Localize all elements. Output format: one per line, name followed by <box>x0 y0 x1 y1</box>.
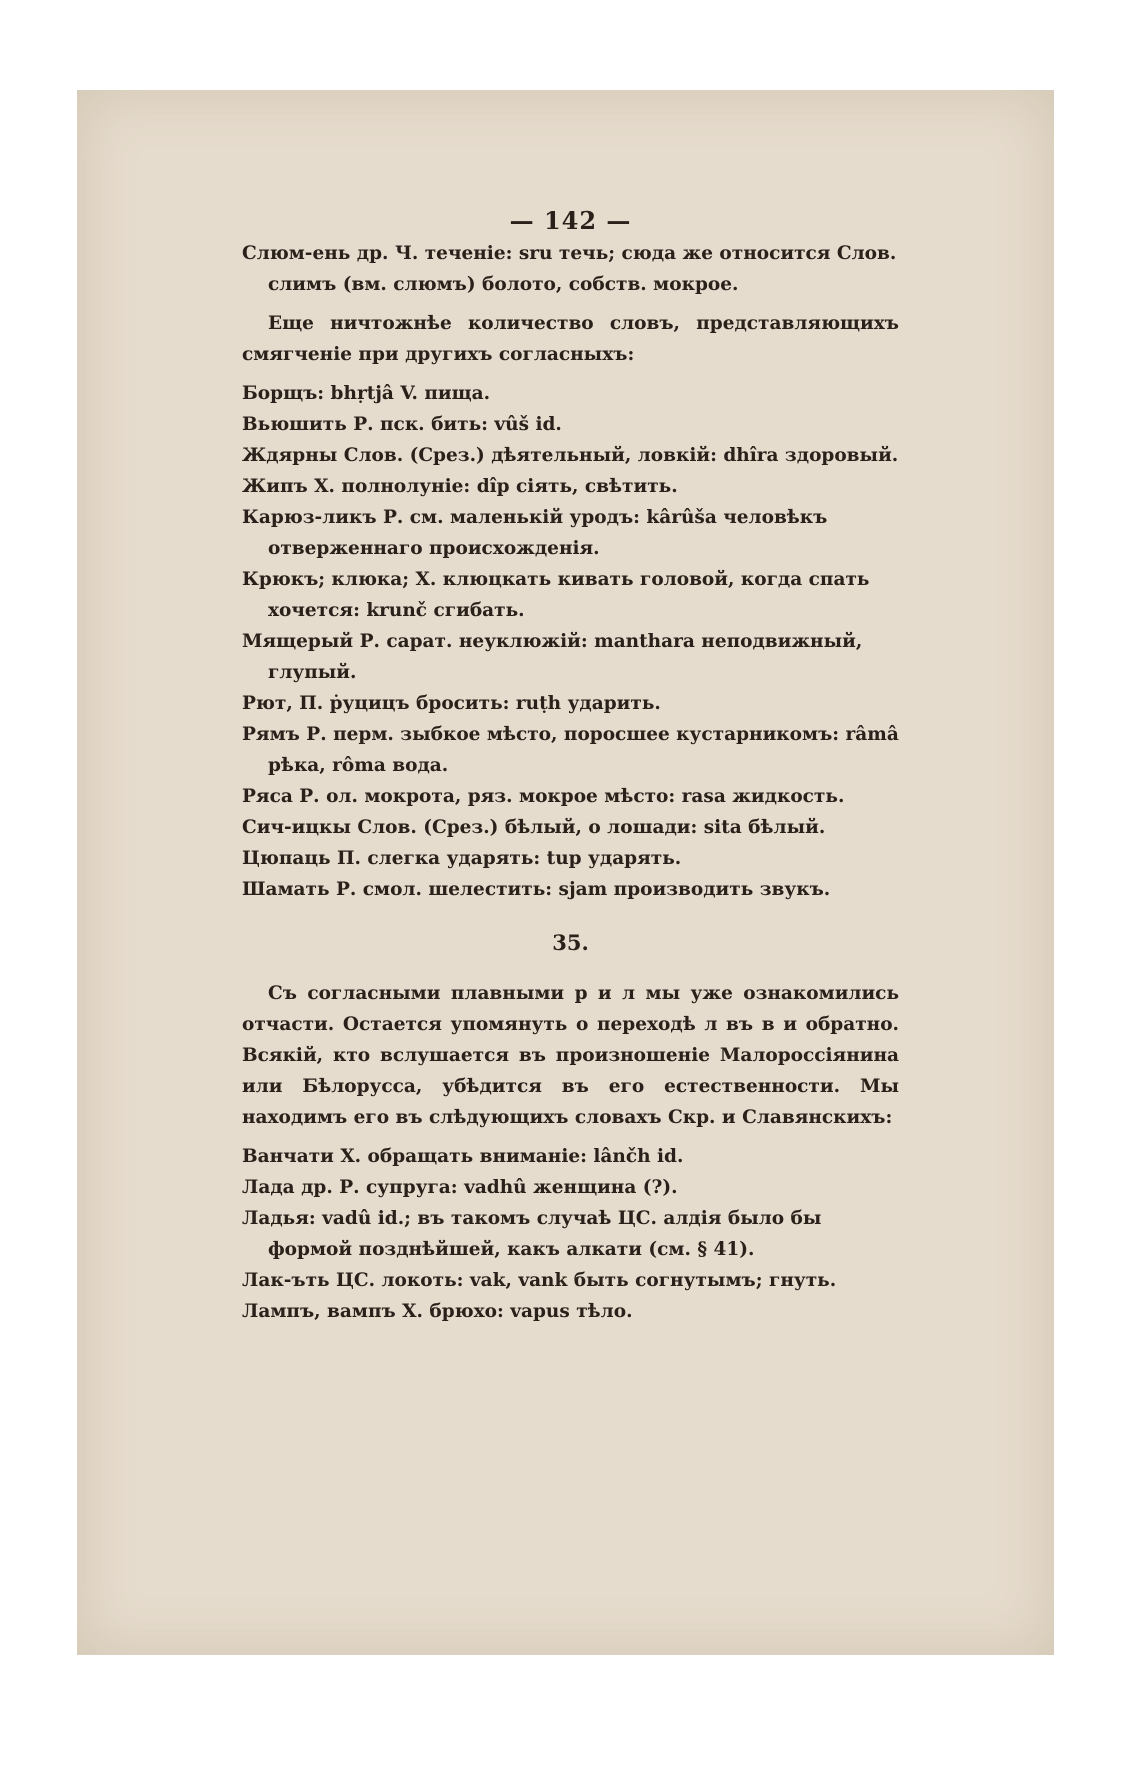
entry: Карюз-ликъ Р. см. маленькій уродъ: kârûša человѣкъ отверженнаго происхожденія. <box>242 507 828 559</box>
entry-group-3 <box>242 1141 899 1327</box>
paragraph-section-35: Съ согласными плавными р и л мы уже ознакомились отчасти. Остается упомянуть о переходѣ л въ в и обратно. Всякій, кто вслушается въ произношеніе Малороссіянина или Бѣлорусса, убѣдится въ его естественности. Мы находимъ его въ слѣдующихъ словахъ Скр. и Славянскихъ: <box>242 983 899 1128</box>
page-content <box>242 205 899 1327</box>
entry: Вьюшить Р. пск. бить: vûš id. <box>242 414 562 435</box>
entry: Сич-ицкы Слов. (Срез.) бѣлый, о лошади: sita бѣлый. <box>242 817 826 838</box>
entry: Слюм-ень др. Ч. теченіе: sru течь; сюда же относится Слов. слимъ (вм. слюмъ) болото, собств. мокрое. <box>242 243 897 295</box>
entry: Цюпаць П. слегка ударять: tup ударять. <box>242 848 682 869</box>
paragraph-intro: Еще ничтожнѣе количество словъ, представляющихъ смягченіе при другихъ согласныхъ: <box>242 313 899 365</box>
entry: Лампъ, вампъ Х. брюхо: vapus тѣло. <box>242 1301 633 1322</box>
entry: Мящерый Р. сарат. неуклюжій: manthara неподвижный, глупый. <box>242 631 863 683</box>
entry: Ждярны Слов. (Срез.) дѣятельный, ловкій: dhîra здоровый. <box>242 445 899 466</box>
entry: Ряса Р. ол. мокрота, ряз. мокрое мѣсто: rasa жидкость. <box>242 786 845 807</box>
section-number: 35. <box>552 930 589 955</box>
entry: Ванчати Х. обращать вниманіе: lânčh id. <box>242 1146 684 1167</box>
page-number: — 142 — <box>509 206 632 235</box>
entry: Лада др. Р. супруга: vadhû женщина (?). <box>242 1177 678 1198</box>
entry-group-1 <box>242 238 899 300</box>
entry: Шамать Р. смол. шелестить: sjam производить звукъ. <box>242 879 831 900</box>
entry: Рют, П. ṗуцицъ бросить: ruṭh ударить. <box>242 693 661 714</box>
entry: Ладья: vadû id.; въ такомъ случаѣ ЦС. алдія было бы формой позднѣйшей, какъ алкати (см. § 41). <box>242 1208 822 1260</box>
entry: Борщъ: bhṛtjâ V. пища. <box>242 383 491 404</box>
entry: Крюкъ; клюка; Х. клюцкать кивать головой, когда спать хочется: krunč сгибать. <box>242 569 870 621</box>
entry: Лак-ъть ЦС. локоть: vak, vank быть согнутымъ; гнуть. <box>242 1270 837 1291</box>
entry: Жипъ Х. полнолуніе: dîp сіять, свѣтить. <box>242 476 678 497</box>
book-page <box>77 90 1054 1655</box>
entry: Рямъ Р. перм. зыбкое мѣсто, поросшее кустарникомъ: râmâ рѣка, rôma вода. <box>242 724 899 776</box>
entry-group-2 <box>242 378 899 905</box>
